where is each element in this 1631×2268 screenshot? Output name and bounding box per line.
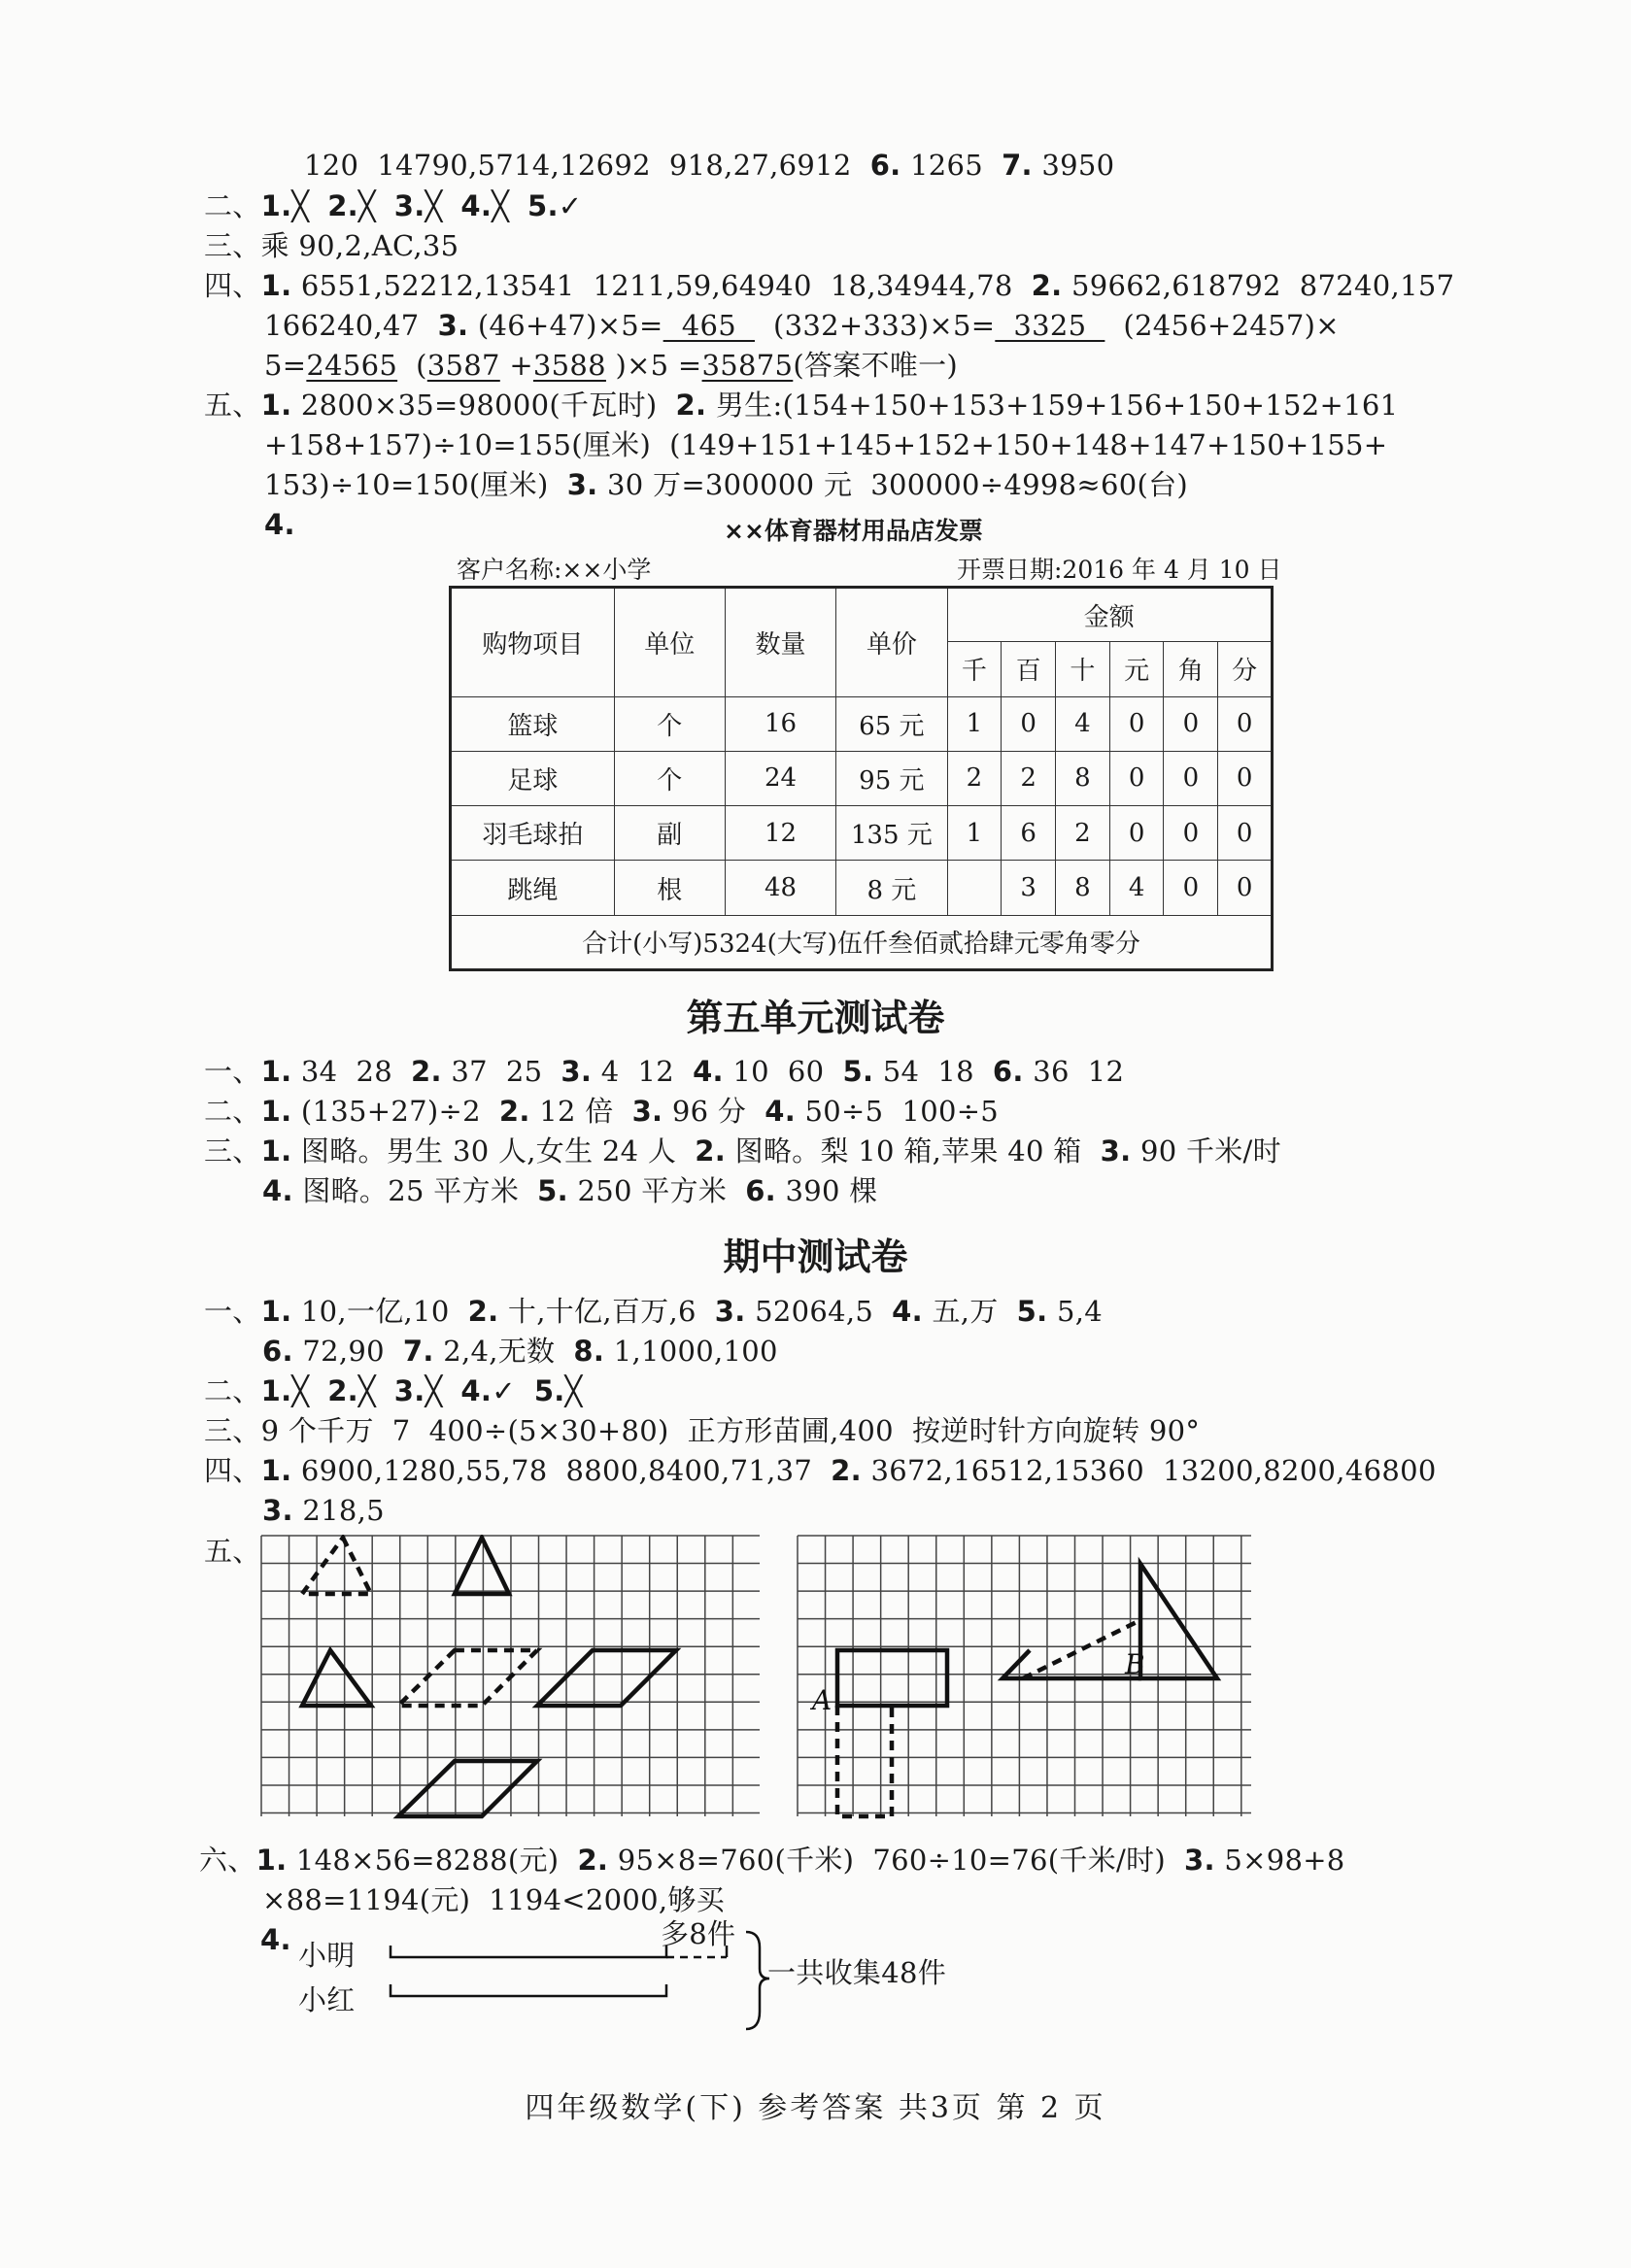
answer-line <box>204 1095 999 1128</box>
triangle-solid <box>1140 1564 1217 1678</box>
text-fragment: 4 12 <box>592 1055 694 1088</box>
cell-price: 65 元 <box>836 696 947 751</box>
cell-digit: 2 <box>947 751 1002 805</box>
text-fragment: 三、乘 90,2,AC,35 <box>204 229 459 262</box>
text-fragment: 96 分 <box>663 1095 765 1128</box>
text-fragment: 6. <box>745 1174 776 1207</box>
answer-line <box>262 1883 725 1916</box>
invoice-customer: 客户名称:××小学 <box>457 556 652 584</box>
text-fragment: 148×56=8288(元) <box>287 1844 578 1877</box>
answer-line <box>260 1923 291 1956</box>
text-fragment: 1. <box>260 189 292 222</box>
text-fragment: 50÷5 100÷5 <box>796 1095 1000 1128</box>
text-fragment: 54 18 <box>873 1055 993 1088</box>
text-fragment: (46+47)×5= <box>468 309 663 342</box>
text-fragment: 1. <box>260 1134 292 1168</box>
text-fragment: 390 棵 <box>776 1174 878 1207</box>
text-fragment: 5. <box>533 1374 565 1407</box>
header-amount: 金额 <box>947 588 1272 642</box>
answer-line <box>204 189 582 222</box>
parallelogram-dashed <box>398 1650 537 1706</box>
text-fragment: 37 25 <box>441 1055 561 1088</box>
text-fragment: 24565 <box>306 349 398 382</box>
cell-digit: 0 <box>1218 751 1273 805</box>
text-fragment: 6. <box>869 149 901 182</box>
cell-unit: 个 <box>614 696 725 751</box>
label-xiaoming: 小明 <box>298 1939 356 1972</box>
cell-digit: 0 <box>1218 861 1273 915</box>
text-fragment: 35875 <box>701 349 794 382</box>
triangle-dashed-edge <box>1023 1620 1140 1678</box>
cell-digit: 1 <box>947 696 1002 751</box>
text-fragment: ╳ <box>358 1374 394 1407</box>
text-fragment: 465 <box>663 309 755 342</box>
digit-header: 千 <box>947 642 1002 696</box>
cell-digit: 0 <box>1164 751 1218 805</box>
section-title-unit5: 第五单元测试卷 <box>686 997 945 1039</box>
text-fragment: 90 千米/时 <box>1131 1134 1281 1168</box>
text-fragment: 10 60 <box>723 1055 843 1088</box>
cell-item: 羽毛球拍 <box>451 806 615 861</box>
text-fragment: 3. <box>566 468 598 501</box>
text-fragment: 五、 <box>204 389 261 422</box>
parallelogram-solid <box>398 1761 537 1816</box>
text-fragment: 1. <box>260 1295 292 1328</box>
text-fragment: )×5 = <box>605 349 702 382</box>
text-fragment: 3. <box>393 1374 425 1407</box>
text-fragment: 2. <box>695 1134 727 1168</box>
text-fragment: 图略。25 平方米 <box>292 1174 538 1207</box>
answer-line <box>199 1844 1345 1877</box>
cell-digit: 2 <box>1002 751 1056 805</box>
text-fragment: 36 12 <box>1023 1055 1125 1088</box>
label-a: A <box>812 1684 832 1716</box>
text-fragment: (答案不唯一) <box>793 349 959 382</box>
text-fragment: ✓ <box>492 1374 534 1407</box>
text-fragment: ╳ <box>425 1374 461 1407</box>
text-fragment: 男生:(154+150+153+159+156+150+152+161 <box>706 389 1399 422</box>
grid-left <box>260 1535 760 1826</box>
cell-digit: 4 <box>1109 861 1164 915</box>
text-fragment: 72,90 <box>292 1335 403 1368</box>
cell-digit: 8 <box>1056 861 1110 915</box>
text-fragment: 4. <box>262 1174 293 1207</box>
cell-digit <box>947 861 1002 915</box>
answer-line <box>204 1055 1124 1088</box>
cell-digit: 0 <box>1218 806 1273 861</box>
triangle-solid <box>302 1650 371 1706</box>
answer-line <box>204 269 1454 302</box>
label-total: 一共收集48件 <box>767 1956 947 1989</box>
answer-line <box>204 1535 261 1568</box>
answer-line <box>204 389 1398 422</box>
cell-digit: 0 <box>1164 696 1218 751</box>
header-item: 购物项目 <box>451 588 615 697</box>
cell-digit: 0 <box>1109 751 1164 805</box>
text-fragment: 34 28 <box>291 1055 412 1088</box>
text-fragment: 二、 <box>204 189 261 222</box>
header-price: 单价 <box>836 588 947 697</box>
text-fragment: 4. <box>460 1374 493 1407</box>
page-footer: 四年级数学(下) 参考答案 共3页 第 2 页 <box>525 2091 1106 2125</box>
cell-digit: 8 <box>1056 751 1110 805</box>
digit-header: 百 <box>1002 642 1056 696</box>
text-fragment: 2. <box>1031 269 1063 302</box>
answer-line <box>204 229 459 262</box>
text-fragment: 4. <box>693 1055 724 1088</box>
text-fragment: 6900,1280,55,78 8800,8400,71,37 <box>291 1454 832 1487</box>
answer-line <box>264 508 295 541</box>
text-fragment: 3950 <box>1032 149 1115 182</box>
text-fragment: 30 万=300000 元 300000÷4998≈60(台) <box>597 468 1189 501</box>
text-fragment: 5. <box>527 189 559 222</box>
answer-line <box>204 1454 1437 1487</box>
text-fragment: (332+333)×5= <box>754 309 996 342</box>
text-fragment: 1. <box>260 1454 292 1487</box>
cell-digit: 6 <box>1002 806 1056 861</box>
cell-digit: 0 <box>1002 696 1056 751</box>
text-fragment: 3. <box>393 189 425 222</box>
text-fragment: 3. <box>437 309 469 342</box>
header-qty: 数量 <box>725 588 835 697</box>
text-fragment: 218,5 <box>292 1494 385 1527</box>
answer-line <box>264 309 1340 342</box>
answer-line <box>304 149 1114 182</box>
answer-line <box>264 428 1387 461</box>
text-fragment: (135+27)÷2 <box>291 1095 499 1128</box>
digit-header: 角 <box>1164 642 1218 696</box>
answer-line <box>204 1295 1103 1328</box>
text-fragment: ╳ <box>425 189 461 222</box>
cell-unit: 个 <box>614 751 725 805</box>
text-fragment: 6. <box>992 1055 1024 1088</box>
text-fragment: 2. <box>831 1454 862 1487</box>
text-fragment: 4. <box>260 1923 291 1956</box>
cell-digit: 2 <box>1056 806 1110 861</box>
text-fragment: 2. <box>411 1055 442 1088</box>
text-fragment: 2. <box>577 1844 609 1877</box>
cell-price: 8 元 <box>836 861 947 915</box>
text-fragment: 3325 <box>995 309 1105 342</box>
text-fragment: 三、9 个千万 7 400÷(5×30+80) 正方形苗圃,400 按逆时针方向旋转 90° <box>204 1414 1201 1447</box>
table-row <box>451 696 1273 751</box>
answer-line <box>262 1494 385 1527</box>
text-fragment: 2. <box>675 389 707 422</box>
text-fragment: ╳ <box>492 189 527 222</box>
text-fragment: 3. <box>1184 1844 1215 1877</box>
text-fragment: 120 14790,5714,12692 918,27,6912 <box>304 149 870 182</box>
table-row <box>451 861 1273 915</box>
text-fragment: +158+157)÷10=155(厘米) (149+151+145+152+150+148+147+150+155+ <box>264 428 1388 461</box>
cell-digit: 3 <box>1002 861 1056 915</box>
text-fragment: (2456+2457)× <box>1104 309 1340 342</box>
text-fragment: 153)÷10=150(厘米) <box>264 468 567 501</box>
text-fragment: 3. <box>1100 1134 1132 1168</box>
text-fragment: 图略。梨 10 箱,苹果 40 箱 <box>726 1134 1101 1168</box>
header-unit: 单位 <box>614 588 725 697</box>
text-fragment: 1,1000,100 <box>604 1335 778 1368</box>
text-fragment: ╳ <box>358 189 394 222</box>
digit-header: 元 <box>1109 642 1164 696</box>
label-xiaohong: 小红 <box>298 1983 356 2016</box>
invoice-table <box>449 586 1274 971</box>
text-fragment: 1. <box>255 1844 288 1877</box>
text-fragment: 6. <box>262 1335 293 1368</box>
cell-item: 篮球 <box>451 696 615 751</box>
cell-digit: 0 <box>1109 806 1164 861</box>
text-fragment: 3. <box>262 1494 293 1527</box>
text-fragment: 图略。男生 30 人,女生 24 人 <box>291 1134 696 1168</box>
invoice-title: ××体育器材用品店发票 <box>724 517 983 545</box>
rectangle-dashed <box>837 1706 892 1816</box>
invoice-total: 合计(小写)5324(大写)伍仟叁佰贰拾肆元零角零分 <box>451 915 1273 969</box>
text-fragment: 四、 <box>204 1454 261 1487</box>
cell-digit: 4 <box>1056 696 1110 751</box>
table-row <box>451 751 1273 805</box>
text-fragment: 8. <box>573 1335 605 1368</box>
text-fragment: 3587 <box>426 349 500 382</box>
text-fragment: ×88=1194(元) 1194<2000,够买 <box>262 1883 725 1916</box>
cell-unit: 副 <box>614 806 725 861</box>
cell-qty: 48 <box>725 861 835 915</box>
cell-qty: 24 <box>725 751 835 805</box>
text-fragment: 3. <box>631 1095 663 1128</box>
text-fragment: 5. <box>842 1055 874 1088</box>
cell-digit: 1 <box>947 806 1002 861</box>
text-fragment: 二、 <box>204 1095 261 1128</box>
text-fragment: ╳ <box>291 1374 328 1407</box>
text-fragment: 1. <box>260 1055 292 1088</box>
text-fragment: ╳ <box>564 1374 583 1407</box>
table-row <box>451 806 1273 861</box>
grid-right <box>797 1535 1251 1826</box>
text-fragment: 5. <box>537 1174 568 1207</box>
triangle-dashed <box>302 1538 371 1594</box>
text-fragment: 3672,16512,15360 13200,8200,46800 <box>861 1454 1437 1487</box>
text-fragment: 6551,52212,13541 1211,59,64940 18,34944,78 <box>291 269 1032 302</box>
label-b: B <box>1125 1648 1145 1680</box>
text-fragment: + <box>499 349 533 382</box>
text-fragment: 52064,5 <box>745 1295 893 1328</box>
text-fragment: 一、 <box>204 1295 261 1328</box>
digit-header: 十 <box>1056 642 1110 696</box>
section-title-midterm: 期中测试卷 <box>723 1236 908 1278</box>
text-fragment: ╳ <box>291 189 328 222</box>
cell-price: 135 元 <box>836 806 947 861</box>
text-fragment: 1. <box>260 269 292 302</box>
text-fragment: 7. <box>1002 149 1033 182</box>
digit-header: 分 <box>1218 642 1273 696</box>
text-fragment: 4. <box>765 1095 797 1128</box>
text-fragment: 7. <box>402 1335 434 1368</box>
text-fragment: 4. <box>264 508 295 541</box>
text-fragment: 95×8=760(千米) 760÷10=76(千米/时) <box>608 1844 1185 1877</box>
text-fragment: 12 倍 <box>529 1095 632 1128</box>
cell-qty: 16 <box>725 696 835 751</box>
text-fragment: 4. <box>892 1295 923 1328</box>
text-fragment: 三、 <box>204 1134 261 1168</box>
text-fragment: 五,万 <box>922 1295 1017 1328</box>
triangle-solid <box>455 1538 509 1594</box>
cell-digit: 0 <box>1109 696 1164 751</box>
answer-line <box>204 1134 1281 1168</box>
text-fragment: 2,4,无数 <box>433 1335 574 1368</box>
cell-digit: 0 <box>1164 806 1218 861</box>
cell-digit: 0 <box>1218 696 1273 751</box>
parallelogram-solid <box>537 1650 676 1706</box>
text-fragment: 1. <box>260 1095 292 1128</box>
answer-line <box>204 1374 582 1407</box>
text-fragment: 3588 <box>532 349 606 382</box>
invoice-date: 开票日期:2016 年 4 月 10 日 <box>957 556 1282 584</box>
answer-line <box>204 1414 1200 1447</box>
label-more: 多8件 <box>661 1917 736 1950</box>
text-fragment: 二、 <box>204 1374 261 1407</box>
text-fragment: ✓ <box>558 189 583 222</box>
cell-item: 跳绳 <box>451 861 615 915</box>
text-fragment: 1. <box>260 1374 292 1407</box>
text-fragment: 1. <box>260 389 292 422</box>
text-fragment: 2. <box>327 1374 358 1407</box>
text-fragment: 5,4 <box>1047 1295 1103 1328</box>
text-fragment: 2. <box>467 1295 499 1328</box>
text-fragment: 五、 <box>204 1535 261 1568</box>
answer-line <box>262 1335 778 1368</box>
text-fragment: 3. <box>561 1055 593 1088</box>
cell-qty: 12 <box>725 806 835 861</box>
text-fragment: 一、 <box>204 1055 261 1088</box>
text-fragment: 六、 <box>199 1844 256 1877</box>
text-fragment: 166240,47 <box>264 309 438 342</box>
text-fragment: 5. <box>1016 1295 1048 1328</box>
answer-line <box>262 1174 878 1207</box>
cell-digit: 0 <box>1164 861 1218 915</box>
cell-unit: 根 <box>614 861 725 915</box>
text-fragment: 5= <box>264 349 307 382</box>
text-fragment: 10,一亿,10 <box>291 1295 468 1328</box>
segment-diagram <box>379 1928 777 2045</box>
text-fragment: 5×98+8 <box>1214 1844 1345 1877</box>
cell-price: 95 元 <box>836 751 947 805</box>
text-fragment: 2. <box>498 1095 530 1128</box>
text-fragment: 四、 <box>204 269 261 302</box>
text-fragment: ( <box>397 349 427 382</box>
text-fragment: 250 平方米 <box>567 1174 746 1207</box>
cell-item: 足球 <box>451 751 615 805</box>
answer-line <box>264 349 958 382</box>
text-fragment: 1265 <box>900 149 1002 182</box>
answer-line <box>264 468 1188 501</box>
text-fragment: 十,十亿,百万,6 <box>498 1295 715 1328</box>
text-fragment: 4. <box>460 189 493 222</box>
text-fragment: 2800×35=98000(千瓦时) <box>291 389 676 422</box>
text-fragment: 2. <box>327 189 358 222</box>
text-fragment: 59662,618792 87240,157 <box>1062 269 1455 302</box>
rectangle-solid <box>837 1650 947 1706</box>
text-fragment: 3. <box>714 1295 746 1328</box>
